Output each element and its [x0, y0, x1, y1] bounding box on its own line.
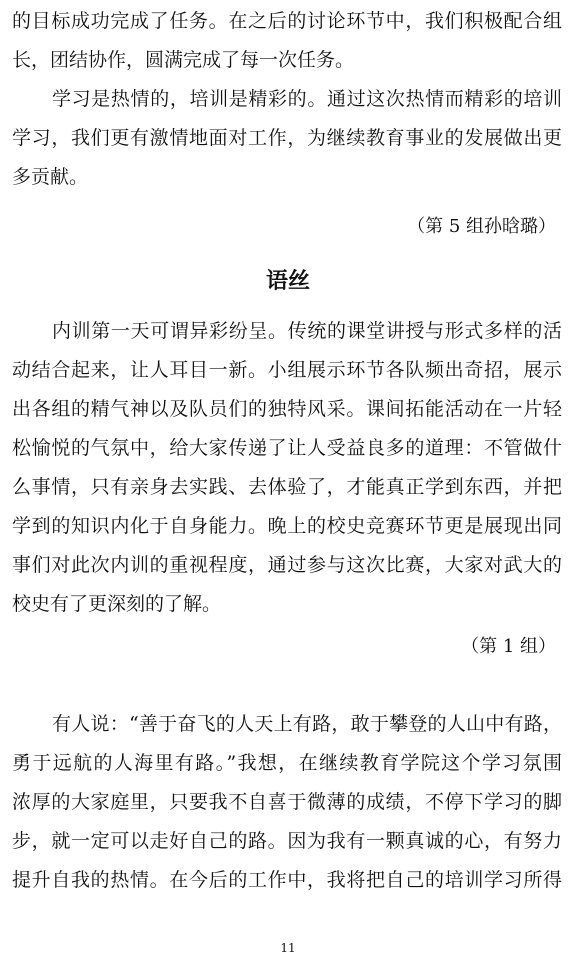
- paragraph-day-one: [0, 312, 576, 624]
- text-line: 学习，我们更有激情地面对工作，为继续教育事业的发展做出更: [12, 127, 562, 149]
- text-line: 内训第一天可谓异彩纷呈。传统的课堂讲授与形式多样的活: [52, 320, 562, 342]
- text-line: 提升自我的热情。在今后的工作中，我将把自己的培训学习所得: [12, 869, 562, 891]
- paragraph-reflection: [0, 705, 576, 900]
- paragraph-continued: [0, 2, 576, 80]
- text-line: 步，就一定可以走好自己的路。因为我有一颗真诚的心，有努力: [12, 830, 562, 852]
- text-line: 校史有了更深刻的了解。: [12, 593, 222, 615]
- text-line: 么事情，只有亲身去实践、去体验了，才能真正学到东西，并把: [12, 476, 562, 498]
- text-line: 动结合起来，让人耳目一新。小组展示环节各队频出奇招，展示: [12, 359, 562, 381]
- text-line: 出各组的精气神以及队员们的独特风采。课间拓能活动在一片轻: [12, 398, 562, 420]
- text-line: 松愉悦的气氛中，给大家传递了让人受益良多的道理：不管做什: [12, 437, 562, 459]
- text-line: 有人说：“善于奋飞的人天上有路，敢于攀登的人山中有路，: [52, 713, 562, 735]
- text-line: 的目标成功完成了任务。在之后的讨论环节中，我们积极配合组: [12, 10, 562, 32]
- text-line: 事们对此次内训的重视程度，通过参与这次比赛，大家对武大的: [12, 554, 562, 576]
- section-title: 语丝: [265, 269, 310, 294]
- page-number: 11: [280, 941, 296, 955]
- author-signature: （第 5 组孙晗璐）: [407, 216, 556, 237]
- text-line: 学习是热情的，培训是精彩的。通过这次热情而精彩的培训: [52, 88, 562, 110]
- text-line: 长，团结协作，圆满完成了每一次任务。: [12, 49, 355, 71]
- text-line: 学到的知识内化于自身能力。晚上的校史竞赛环节更是展现出同: [12, 515, 562, 537]
- text-line: 浓厚的大家庭里，只要我不自喜于微薄的成绩，不停下学习的脚: [12, 791, 562, 813]
- paragraph-training-summary: [0, 80, 576, 197]
- group-signature: （第 1 组）: [461, 636, 556, 657]
- text-line: 勇于远航的人海里有路。”我想，在继续教育学院这个学习氛围: [12, 752, 562, 774]
- text-line: 多贡献。: [12, 166, 89, 188]
